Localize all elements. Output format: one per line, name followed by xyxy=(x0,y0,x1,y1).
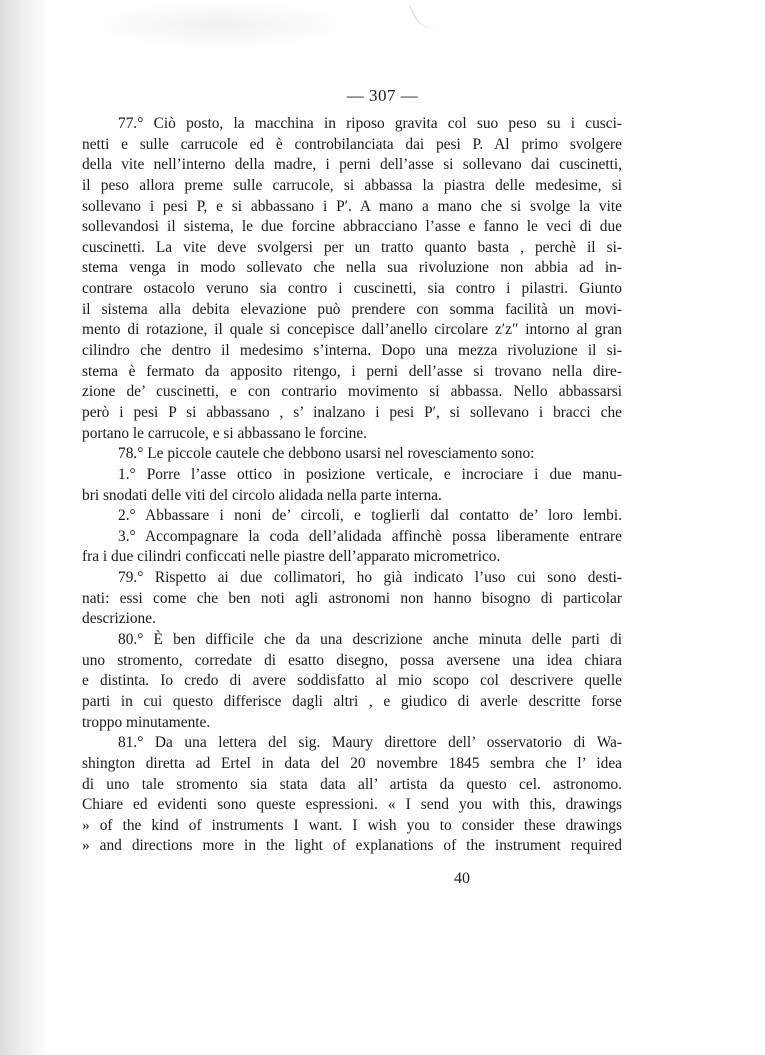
text-line: troppo minutamente. xyxy=(82,713,211,731)
text-line: netti e sulle carrucole ed è controbilanciata dai pesi P. Al primo svolgere xyxy=(82,135,622,153)
text-line: shington diretta ad Ertel in data del 20 novembre 1845 sembra che l’ idea xyxy=(82,754,622,772)
text-line: descrizione. xyxy=(82,610,156,628)
text-line: 3.° Accompagnare la coda dell’alidada affinchè possa liberamente entrare xyxy=(118,527,622,545)
text-line: e distinta. Io credo di avere soddisfatto al mio scopo col descrivere quelle xyxy=(82,672,622,690)
text-line: 77.° Ciò posto, la macchina in riposo gravita col suo peso su i cusci- xyxy=(118,115,622,132)
page-number-header: — 307 — xyxy=(346,86,419,105)
text-line: sollevano i pesi P, e si abbassano i P′. A mano a mano che si svolge la vite xyxy=(82,197,622,215)
text-line: della vite nell’interno della madre, i perni dell’asse si sollevano dai cuscinetti, xyxy=(82,156,622,174)
text-line: portano le carrucole, e si abbassano le forcine. xyxy=(82,424,368,442)
text-line: mento di rotazione, il quale si concepisce dall’anello circolare z′z″ intorno al gran xyxy=(82,321,622,339)
paper-crease xyxy=(409,0,442,35)
text-line: sollevandosi il sistema, le due forcine abbracciano l’asse e fanno le veci di due xyxy=(82,218,622,236)
text-line: il sistema alla debita elevazione può prendere con somma facilità un movi- xyxy=(82,300,622,318)
text-line: 2.° Abbassare i noni de’ circoli, e toglierli dal contatto de’ loro lembi. xyxy=(118,507,622,525)
text-line: stema è fermato da apposito ritengo, i perni dell’asse si trovano nella dire- xyxy=(82,362,622,380)
text-line: il peso allora preme sulle carrucole, si abbassa la piastra delle medesime, si xyxy=(82,176,622,194)
text-line: 80.° È ben difficile che da una descrizione anche minuta delle parti di xyxy=(118,631,622,649)
page-gutter-shadow xyxy=(0,0,48,1055)
signature-mark: 40 xyxy=(454,870,470,887)
text-line: » of the kind of instruments I want. I wish you to consider these drawings xyxy=(82,816,622,834)
text-line: parti in cui questo differisce dagli altri , e giudico di averle descritte forse xyxy=(82,692,622,710)
text-line: uno stromento, corredate di esatto disegno, possa aversene una idea chiara xyxy=(82,651,622,669)
text-line: nati: essi come che ben noti agli astronomi non hanno bisogno di particolar xyxy=(82,589,622,607)
body-text xyxy=(82,114,622,857)
text-line: contrare ostacolo veruno sia contro i cuscinetti, sia contro i pilastri. Giunto xyxy=(82,280,622,298)
text-line: di uno tale stromento sia stata data all’ artista da questo cel. astronomo. xyxy=(82,775,622,793)
text-line: 78.° Le piccole cautele che debbono usarsi nel rovesciamento sono: xyxy=(118,445,535,463)
text-line: 81.° Da una lettera del sig. Maury direttore dell’ osservatorio di Wa- xyxy=(118,734,622,752)
text-line: » and directions more in the light of explanations of the instrument required xyxy=(82,837,622,855)
text-line: 1.° Porre l’asse ottico in posizione verticale, e incrociare i due manu- xyxy=(118,465,622,483)
paper-smudge xyxy=(90,0,350,50)
text-line: fra i due cilindri conficcati nelle piastre dell’apparato micrometrico. xyxy=(82,548,501,566)
text-line: stema venga in modo sollevato che nella sua rivoluzione non abbia ad in- xyxy=(82,259,622,277)
text-line: cuscinetti. La vite deve svolgersi per un tratto quanto basta , perchè il si- xyxy=(82,238,622,256)
text-line: però i pesi P si abbassano , s’ inalzano i pesi P′, si sollevano i bracci che xyxy=(82,403,622,421)
text-line: 79.° Rispetto ai due collimatori, ho già indicato l’uso cui sono desti- xyxy=(118,569,622,587)
text-line: Chiare ed evidenti sono queste espressioni. « I send you with this, drawings xyxy=(82,796,622,814)
text-line: zione de’ cuscinetti, e con contrario movimento si abbassa. Nello abbassarsi xyxy=(82,383,622,401)
text-line: bri snodati delle viti del circolo alidada nella parte interna. xyxy=(82,486,442,504)
text-line: cilindro che dentro il medesimo s’interna. Dopo una mezza rivoluzione il si- xyxy=(82,342,622,360)
